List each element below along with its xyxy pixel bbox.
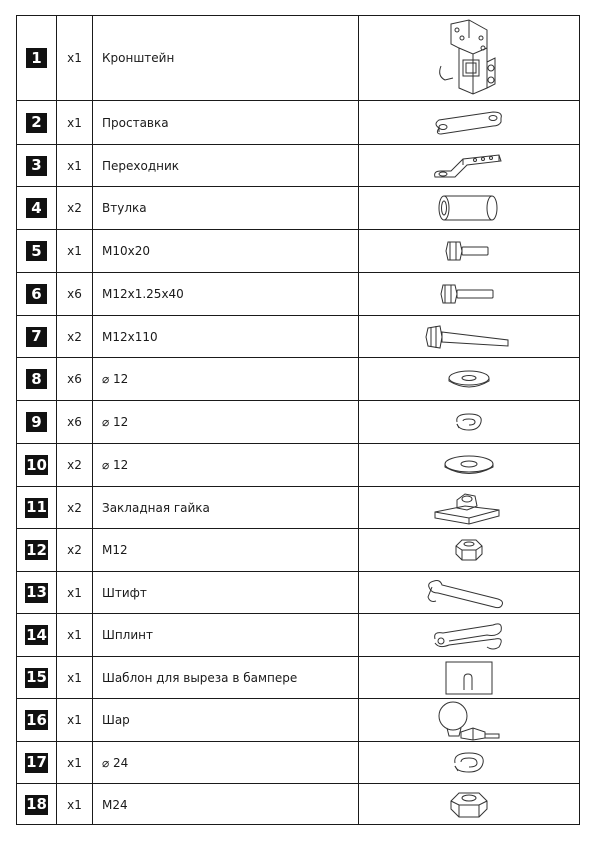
item-name: Проставка [93, 101, 359, 144]
table-row [17, 742, 579, 784]
item-quantity: x1 [57, 16, 93, 100]
table-row [17, 230, 579, 273]
item-number-cell [17, 401, 57, 443]
item-quantity: x1 [57, 101, 93, 144]
table-row [17, 16, 579, 101]
table-row [17, 273, 579, 316]
item-quantity: x1 [57, 230, 93, 272]
adapter-icon [359, 145, 579, 186]
table-row [17, 699, 579, 742]
spacer-plate-icon [359, 101, 579, 144]
item-number: 8 [26, 369, 47, 389]
table-row [17, 101, 579, 145]
item-number-cell [17, 657, 57, 698]
item-quantity: x1 [57, 784, 93, 825]
flat-washer-icon [359, 358, 579, 400]
item-number-cell [17, 572, 57, 613]
item-quantity: x2 [57, 529, 93, 571]
item-name: M24 [93, 784, 359, 825]
spring-washer-large-icon [359, 742, 579, 783]
item-quantity: x2 [57, 487, 93, 528]
item-name: M10x20 [93, 230, 359, 272]
table-row [17, 358, 579, 401]
item-number: 1 [26, 48, 47, 68]
item-number: 18 [26, 795, 47, 813]
item-number-cell [17, 101, 57, 144]
bracket-icon [359, 16, 579, 100]
table-row [17, 187, 579, 230]
item-number: 12 [26, 540, 47, 559]
item-number-cell [17, 487, 57, 528]
pin-icon [359, 572, 579, 613]
item-number-cell [17, 145, 57, 186]
large-washer-icon [359, 444, 579, 486]
bolt-short-icon [359, 230, 579, 272]
item-number: 16 [26, 710, 47, 729]
item-name: M12x1.25x40 [93, 273, 359, 315]
item-number-cell [17, 187, 57, 229]
tow-ball-icon [359, 699, 579, 741]
item-quantity: x2 [57, 187, 93, 229]
item-number-cell [17, 784, 57, 825]
item-number: 5 [26, 241, 47, 261]
item-quantity: x1 [57, 145, 93, 186]
item-name: Переходник [93, 145, 359, 186]
item-name: Штифт [93, 572, 359, 613]
item-quantity: x6 [57, 401, 93, 443]
item-number-cell [17, 316, 57, 357]
item-number: 11 [26, 498, 47, 516]
item-quantity: x2 [57, 316, 93, 357]
item-number: 2 [26, 113, 47, 133]
item-name: ⌀ 24 [93, 742, 359, 783]
item-quantity: x1 [57, 699, 93, 741]
item-number: 15 [26, 668, 47, 686]
item-quantity: x1 [57, 742, 93, 783]
template-icon [359, 657, 579, 698]
table-row [17, 657, 579, 699]
item-name: ⌀ 12 [93, 444, 359, 486]
item-name: ⌀ 12 [93, 358, 359, 400]
item-name: M12 [93, 529, 359, 571]
item-number: 13 [26, 583, 47, 601]
table-row [17, 529, 579, 572]
spring-washer-icon [359, 401, 579, 443]
item-quantity: x1 [57, 572, 93, 613]
item-quantity: x6 [57, 273, 93, 315]
plate-nut-icon [359, 487, 579, 528]
item-number: 6 [26, 284, 47, 304]
item-quantity: x1 [57, 657, 93, 698]
item-name: Шплинт [93, 614, 359, 656]
table-row [17, 614, 579, 657]
item-number: 9 [26, 412, 47, 432]
item-number: 4 [26, 198, 47, 218]
item-number: 7 [26, 327, 47, 347]
bolt-long-icon [359, 316, 579, 357]
item-number: 3 [26, 156, 47, 176]
table-row [17, 316, 579, 358]
item-quantity: x1 [57, 614, 93, 656]
item-name: Втулка [93, 187, 359, 229]
table-row [17, 784, 579, 825]
parts-list-table [16, 15, 580, 825]
item-name: Шар [93, 699, 359, 741]
hex-nut-icon [359, 529, 579, 571]
item-number-cell [17, 230, 57, 272]
hex-nut-large-icon [359, 784, 579, 825]
table-row [17, 444, 579, 487]
item-number-cell [17, 16, 57, 100]
item-number: 14 [26, 625, 47, 644]
table-row [17, 572, 579, 614]
item-number-cell [17, 444, 57, 486]
item-number-cell [17, 529, 57, 571]
bushing-icon [359, 187, 579, 229]
cotter-pin-icon [359, 614, 579, 656]
item-name: M12x110 [93, 316, 359, 357]
item-name: ⌀ 12 [93, 401, 359, 443]
table-row [17, 401, 579, 444]
item-name: Шаблон для выреза в бампере [93, 657, 359, 698]
bolt-medium-icon [359, 273, 579, 315]
table-row [17, 145, 579, 187]
item-quantity: x6 [57, 358, 93, 400]
item-number: 17 [26, 753, 47, 771]
item-number-cell [17, 358, 57, 400]
item-name: Закладная гайка [93, 487, 359, 528]
item-number-cell [17, 742, 57, 783]
table-row [17, 487, 579, 529]
item-number-cell [17, 614, 57, 656]
item-name: Кронштейн [93, 16, 359, 100]
item-number: 10 [26, 455, 47, 474]
item-number-cell [17, 699, 57, 741]
item-quantity: x2 [57, 444, 93, 486]
item-number-cell [17, 273, 57, 315]
